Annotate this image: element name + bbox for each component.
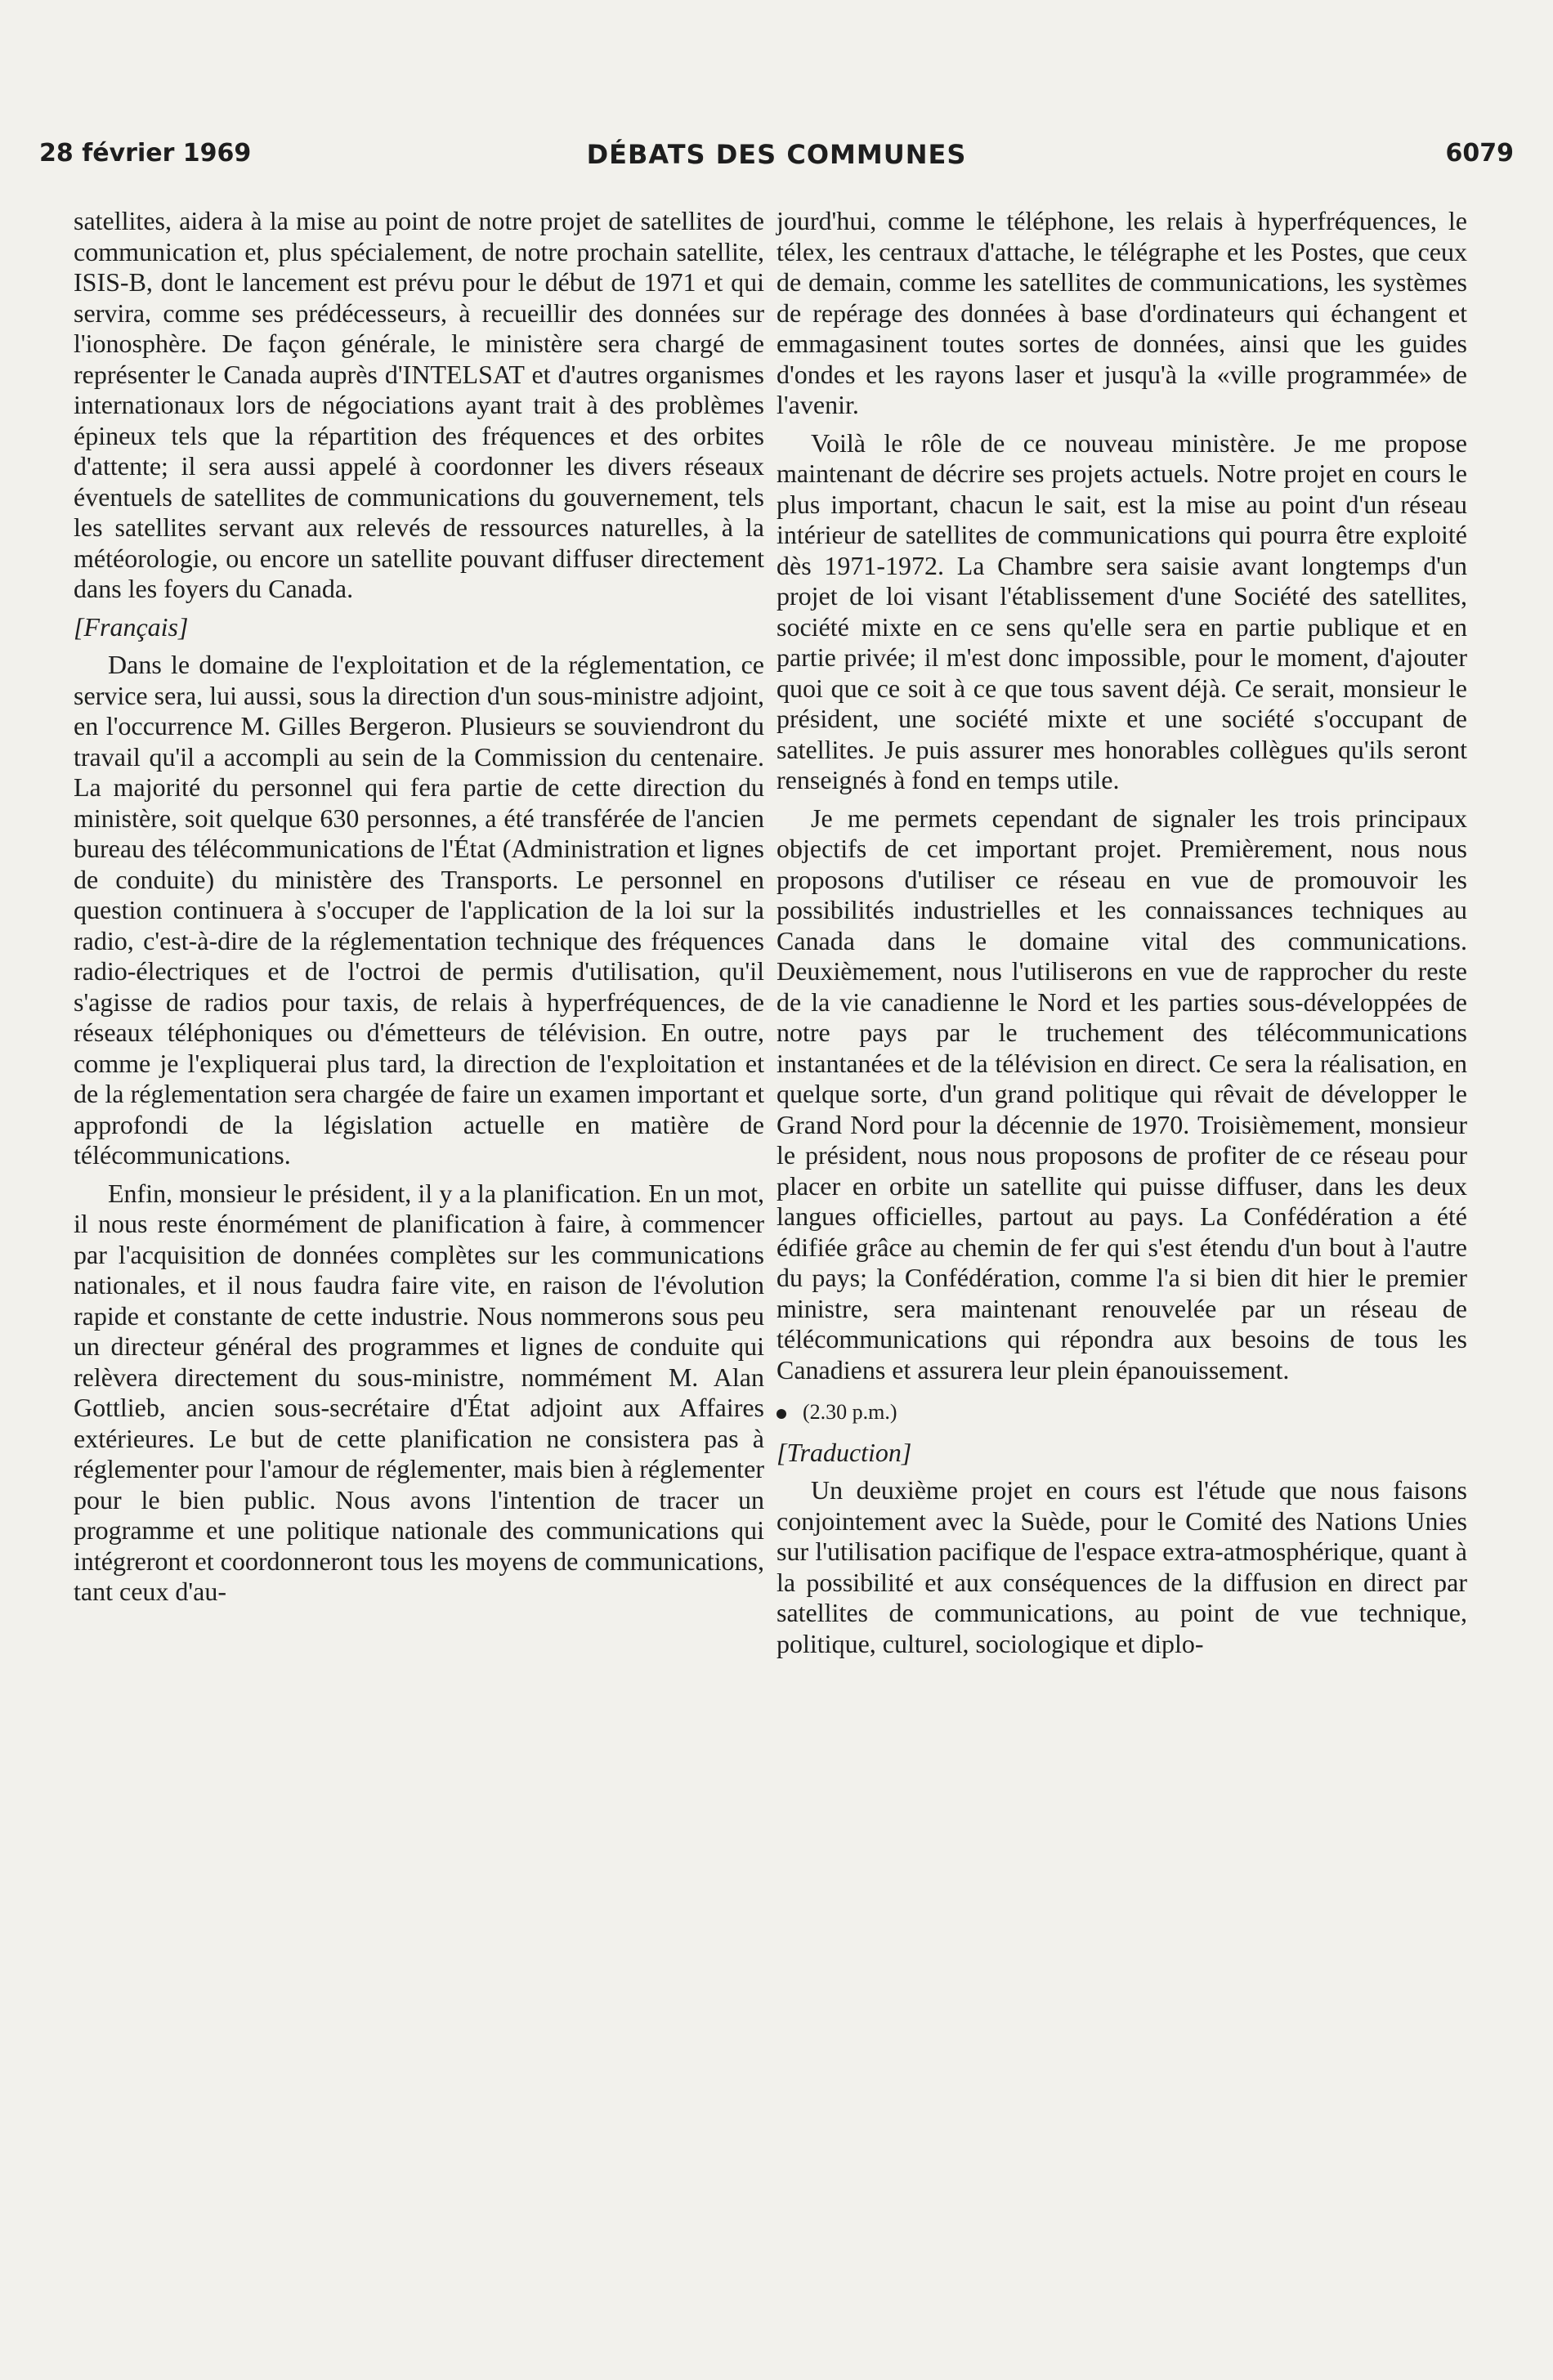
paragraph: Enfin, monsieur le président, il y a la planification. En un mot, il nous reste énormément de planification à faire, à commencer par l'acquisition de données complètes sur les communications nationales, et il nous faudra faire vite, en raison de l'évolution rapide et constante de cette industrie. Nous nommerons sous peu un directeur général des programmes et lignes de conduite qui relèvera directement du sous-ministre, nommément M. Alan Gottlieb, ancien sous-secrétaire d'État adjoint aux Affaires extérieures. Le but de cette planification ne consistera pas à réglementer pour l'amour de réglementer, mais bien à réglementer pour le bien public. Nous avons l'intention de tracer un programme et une politique nationale des communications qui intégreront et coordonneront tous les moyens de communications, tant ceux d'au- — [74, 1178, 764, 1606]
timestamp-text: (2.30 p.m.) — [803, 1400, 897, 1424]
paragraph: Voilà le rôle de ce nouveau ministère. Je me propose maintenant de décrire ses projets actuels. Notre projet en cours le plus important, chacun le sait, est la mise au point d'un réseau intérieur de satellites de communications qui pourra être exploité dès 1971-1972. La Chambre sera saisie avant longtemps d'un projet de loi visant l'établissement d'une Société des satellites, société mixte en ce sens qu'elle sera en partie publique et en partie privée; il m'est donc impossible, pour le moment, d'ajouter quoi que ce soit à ce que tous savent déjà. Ce serait, monsieur le président, une société mixte et une société s'occupant de satellites. Je puis assurer mes honorables collègues qu'ils seront renseignés à fond en temps utile. — [776, 427, 1467, 794]
language-tag-text: [Traduction] — [776, 1437, 912, 1467]
paragraph: Je me permets cependant de signaler les trois principaux objectifs de cet important projet. Premièrement, nous nous proposons d'utiliser ce réseau en vue de promouvoir les possibilités industrielles et les connaissances techniques au Canada dans le domaine vital des communications. Deuxièmement, nous l'utiliserons en vue de rapprocher du reste de la vie canadienne le Nord et les parties sous-développées de notre pays par le truchement des télécommunications instantanées et de la télévision en direct. Ce sera la réalisation, en quelque sorte, d'un grand politique qui rêvait de développer le Grand Nord pour la décennie de 1970. Troisièmement, monsieur le président, nous nous proposons de profiter de ce réseau pour placer en orbite un satellite qui puisse diffuser, dans les deux langues officielles, partout au pays. La Confédération a été édifiée grâce au chemin de fer qui s'est étendu d'un bout à l'autre du pays; la Confédération, comme l'a si bien dit hier le premier ministre, sera maintenant renouvelée par un réseau de télécommunications qui répondra aux besoins de tous les Canadiens et assurera leur plein épanouissement. — [776, 803, 1467, 1385]
language-tag — [776, 1438, 1467, 1469]
bullet-icon — [776, 1409, 786, 1419]
page-number: 6079 — [1445, 139, 1514, 168]
paragraph: satellites, aidera à la mise au point de notre projet de satellites de communication et, plus spécialement, de notre prochain satellite, ISIS-B, dont le lancement est prévu pour le début de 1971 et qui servira, comme ses prédécesseurs, à recueillir des données sur l'ionosphère. De façon générale, le ministère sera chargé de représenter le Canada auprès d'INTELSAT et d'autres organismes internationaux lors de négociations ayant trait à des problèmes épineux tels que la répartition des fréquences et des orbites d'attente; il sera aussi appelé à coordonner les divers réseaux éventuels de satellites de communications du gouvernement, tels les satellites servant aux relevés de ressources naturelles, à la météorologie, ou encore un satellite pouvant diffuser directement dans les foyers du Canada. — [74, 206, 764, 603]
paragraph: Un deuxième projet en cours est l'étude que nous faisons conjointement avec la Suède, pour le Comité des Nations Unies sur l'utilisation pacifique de l'espace extra-atmosphérique, quant à la possibilité et aux conséquences de la diffusion en direct par satellites de communications, au point de vue technique, politique, culturel, sociologique et diplo- — [776, 1475, 1467, 1658]
paragraph: Dans le domaine de l'exploitation et de la réglementation, ce service sera, lui aussi, sous la direction d'un sous-ministre adjoint, en l'occurrence M. Gilles Bergeron. Plusieurs se souviendront du travail qu'il a accompli au sein de la Commission du centenaire. La majorité du personnel qui fera partie de cette direction du ministère, soit quelque 630 personnes, a été transférée de l'ancien bureau des télécommunications de l'État (Administration et lignes de conduite) du ministère des Transports. Le personnel en question continuera à s'occuper de l'application de la loi sur la radio, c'est-à-dire de la réglementation technique des fréquences radio-électriques et de l'octroi de permis d'utilisation, qu'il s'agisse de radios pour taxis, de relais à hyperfréquences, de réseaux téléphoniques ou d'émetteurs de télévision. En outre, comme je l'expliquerai plus tard, la direction de l'exploitation et de la réglementation sera chargée de faire un examen important et approfondi de la législation actuelle en matière de télécommunications. — [74, 650, 764, 1170]
left-column — [74, 206, 764, 1615]
timestamp — [776, 1397, 1467, 1428]
header-date: 28 février 1969 — [39, 139, 252, 168]
page-header — [39, 139, 1514, 180]
header-title: DÉBATS DES COMMUNES — [586, 139, 967, 170]
paragraph: jourd'hui, comme le téléphone, les relais à hyperfréquences, le télex, les centraux d'attache, le télégraphe et les Postes, que ceux de demain, comme les satellites de communications, les systèmes de repérage des données à base d'ordinateurs qui échangent et emmagasinent toutes sortes de données, ainsi que les guides d'ondes et les rayons laser et jusqu'à la «ville programmée» de l'avenir. — [776, 206, 1467, 419]
language-tag — [74, 612, 764, 643]
right-column — [776, 206, 1467, 1666]
language-tag-text: [Français] — [74, 611, 189, 642]
